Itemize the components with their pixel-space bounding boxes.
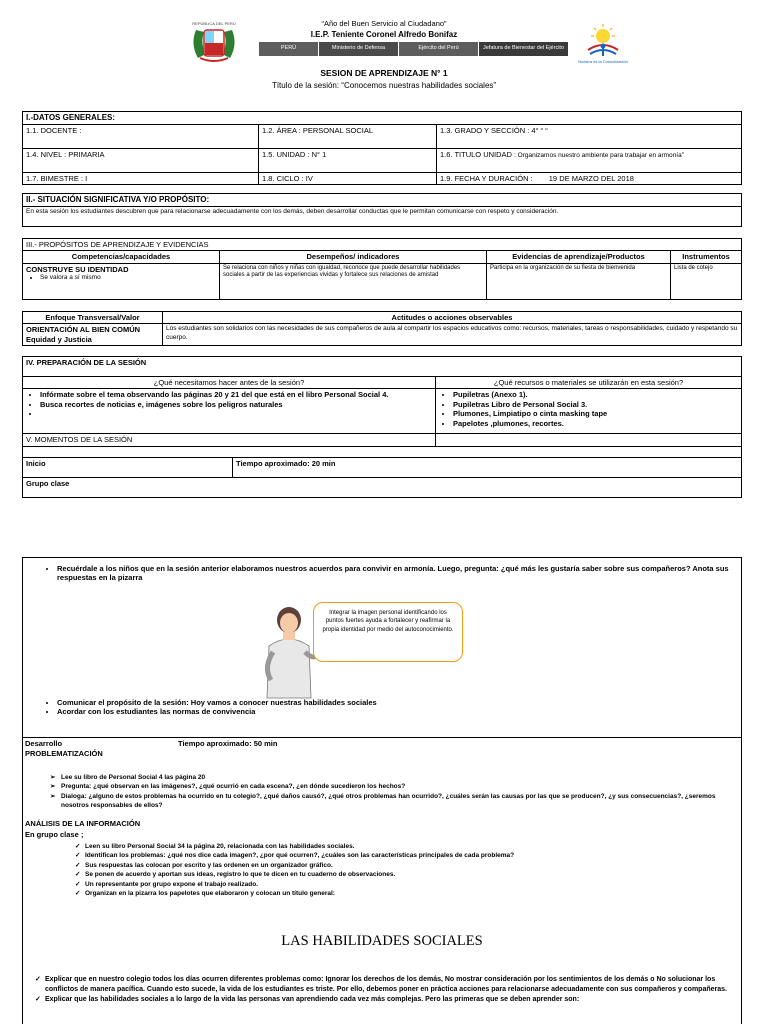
analysis-item: ✓ Un representante por grupo expone el trabajo realizado. — [85, 880, 514, 889]
ciclo-label: 1.8. CICLO : IV — [259, 173, 437, 185]
antes-item: • Busca recortes de noticias e, imágenes sobre los peligros naturales — [40, 400, 432, 409]
recurso-item: • Plumones, Limpiatipo o cinta masking tape — [453, 409, 738, 418]
enfoque-actitud: Los estudiantes son solidarios con las necesidades de sus compañeros de aula al compartir los espacios educativos como: recursos, materiales, tareas o responsabilidades, cuidado y respetando su cuerpo. — [163, 324, 742, 346]
session-body — [22, 557, 742, 1024]
speech-bubble-text: Integrar la imagen personal identificando los puntos fuertes ayuda a fortalecer y reafirmar la propia identidad por medio del autoconocimiento. — [322, 610, 454, 633]
inicio-time: Tiempo aproximado: 20 min — [233, 458, 742, 478]
school-name: I.E.P. Teniente Coronel Alfredo Bonifaz — [310, 30, 458, 39]
session-title: SESION DE APRENDIZAJE N° 1 — [320, 68, 448, 78]
ministry-defensa: Ministerio de Defensa — [319, 42, 399, 56]
propositos-section — [22, 238, 742, 300]
preparacion-heading: IV. PREPARACIÓN DE LA SESIÓN — [23, 357, 742, 377]
recurso-item: • Pupiletras (Anexo 1). — [453, 390, 738, 399]
general-heading: I.-DATOS GENERALES: — [23, 112, 742, 125]
col-instrumentos: Instrumentos — [671, 251, 742, 263]
momentos-heading: V. MOMENTOS DE LA SESIÓN — [23, 434, 742, 458]
speech-bubble — [313, 602, 463, 662]
desarrollo-time: Tiempo aproximado: 50 min — [178, 739, 278, 748]
inicio-intro: • Recuérdale a los niños que en la sesión anterior elaboramos nuestros acuerdos para convivir en armonía. Luego, pregunta: ¿qué más les gustaría saber sobre sus compañeros? Anota sus respuestas en la pizarra — [57, 564, 733, 582]
inicio-bullet: • Acordar con los estudiantes las normas de convivencia — [57, 707, 377, 716]
problem-item: ➢ Pregunta: ¿qué observan en las imágenes?, ¿qué ocurrió en cada escena?, ¿en dónde sucedieron los hechos? — [61, 782, 733, 791]
preparacion-q1: ¿Qué necesitamos hacer antes de la sesión? — [23, 377, 436, 389]
titulo-unidad-value: : Organizamos nuestro ambiente para trabajar en armonía” — [514, 152, 684, 159]
situacion-heading: II.- SITUACIÓN SIGNIFICATIVA Y/O PROPÓSITO: — [23, 194, 742, 207]
area-label: 1.2. ÁREA : PERSONAL SOCIAL — [259, 125, 437, 149]
col-actitudes: Actitudes o acciones observables — [163, 312, 742, 324]
situacion-text: En esta sesión los estudiantes descubren que para relacionarse adecuadamente con los demás, deben desarrollar conductas que le permitan comunicarse con respeto y consideración. — [23, 207, 742, 227]
inicio-bullet: • Comunicar el propósito de la sesión: Hoy vamos a conocer nuestras habilidades sociales — [57, 698, 377, 707]
col-evidencias: Evidencias de aprendizaje/Productos — [487, 251, 671, 263]
divider — [23, 737, 741, 738]
fecha-label: 1.9. FECHA Y DURACIÓN : — [440, 174, 533, 183]
session-subtitle: Título de la sesión: “Conocemos nuestras habilidades sociales” — [271, 81, 497, 90]
analysis-item: ✓ Sus respuestas las colocan por escrito y las ordenen en un organizador gráfico. — [85, 861, 514, 870]
instrumento-text: Lista de cotejo — [671, 263, 742, 299]
unidad-label: 1.5. UNIDAD : N° 1 — [259, 149, 437, 173]
problem-item: ➢ Lee su libro de Personal Social 4 las página 20 — [61, 773, 733, 782]
problematizacion-heading: PROBLEMATIZACIÓN — [25, 749, 103, 758]
ministry-jefatura: Jefatura de Bienestar del Ejército — [479, 42, 569, 56]
fecha-value: 19 DE MARZO DEL 2018 — [548, 174, 634, 183]
docente-label: 1.1. DOCENTE : — [23, 125, 259, 149]
situacion-section — [22, 193, 742, 227]
ministry-ejercito: Ejército del Perú — [399, 42, 479, 56]
final-item: ✓ Explicar que las habilidades sociales a lo largo de la vida las personas van aprendiendo cada vez más complejas. Pero las primeras que se deben aprender son: — [45, 995, 733, 1005]
analysis-item: ✓ Leen su libro Personal Social 34 la página 20, relacionada con las habilidades sociales. — [85, 842, 514, 851]
grado-label: 1.3. GRADO Y SECCIÓN : 4° “ “ — [437, 125, 742, 149]
col-enfoque: Enfoque Transversal/Valor — [23, 312, 163, 324]
enfoque-section — [22, 311, 742, 346]
preparacion-q2: ¿Qué recursos o materiales se utilizarán en esta sesión? — [436, 377, 742, 389]
antes-item: • Infórmate sobre el tema observando las páginas 20 y 21 del que está en el libro Personal Social 4. — [40, 390, 432, 399]
evidencia-text: Participa en la organización de su fiesta de bienvenida — [487, 263, 671, 299]
general-data-section — [22, 111, 742, 185]
header-motto: “Año del Buen Servicio al Ciudadano” — [321, 19, 447, 28]
momentos-section — [22, 433, 742, 498]
analysis-item: ✓ Se ponen de acuerdo y aportan sus ideas, registro lo que te dicen en tu cuaderno de observaciones. — [85, 870, 514, 879]
capacidad-item: • Se valora a sí mismo — [40, 274, 216, 282]
en-grupo-label: En grupo clase ; — [25, 830, 84, 839]
antes-item — [40, 409, 432, 418]
enfoque-valor: ORIENTACIÓN AL BIEN COMÚN Equidad y Justicia — [23, 324, 163, 346]
propositos-heading: III.- PROPÓSITOS DE APRENDIZAJE Y EVIDENCIAS — [23, 239, 742, 251]
institution-logo-caption: Nuestra es la Consolidación — [578, 59, 628, 64]
titulo-unidad-label: 1.6. TITULO UNIDAD — [440, 150, 512, 159]
ministry-peru: PERÚ — [259, 42, 319, 56]
desempeno-text: Se relaciona con niños y niñas con igualdad, reconoce que puede desarrollar habilidades sociales a partir de las experiencias vividas y fortalece sus relaciones de amistad — [220, 263, 487, 299]
desarrollo-label: Desarrollo — [25, 739, 63, 748]
big-title: LAS HABILIDADES SOCIALES — [281, 933, 483, 949]
analysis-item: ✓ Organizan en la pizarra los papelotes que elaboraron y colocan un título general: — [85, 889, 514, 898]
analisis-heading: ANÁLISIS DE LA INFORMACIÓN — [25, 819, 141, 828]
competencia-name: CONSTRUYE SU IDENTIDAD — [26, 264, 129, 274]
institution-logo — [572, 22, 634, 68]
final-item: ✓ Explicar que en nuestro colegio todos los días ocurren diferentes problemas como: Ignorar los derechos de los demás, No mostrar consideración por los sentimientos de los demás o No solucionar los conflictos de manera pacífica. Cuando esto sucede, la vida de los estudiantes es triste. Por ello, debemos poner en práctica acciones para relacionarse adecuadamente con sus compañeros y compañeras. — [45, 975, 733, 995]
recurso-item: • Papelotes ,plumones, recortes. — [453, 419, 738, 428]
ministry-bar — [259, 42, 569, 56]
nivel-label: 1.4. NIVEL : PRIMARIA — [23, 149, 259, 173]
problem-item: ➢ Dialoga: ¿alguno de estos problemas ha ocurrido en tu colegio?, ¿qué daños causó?, ¿qué otros problemas han ocurrido?, ¿cuáles serán las causas por las que se producen?, ¿y sus consecuencias?, ¿seremos nosotros responsables de ellos? — [61, 792, 733, 811]
grupo-clase-label: Grupo clase — [23, 478, 742, 498]
recurso-item: • Pupiletras Libro de Personal Social 3. — [453, 400, 738, 409]
inicio-label: Inicio — [23, 458, 233, 478]
bimestre-label: 1.7. BIMESTRE : I — [23, 173, 259, 185]
svg-text:REPÚBLICA DEL PERÚ: REPÚBLICA DEL PERÚ — [192, 21, 236, 26]
col-desempenos: Desempeños/ indicadores — [220, 251, 487, 263]
analysis-item: ✓ Identifican los problemas: ¿qué nos dice cada imagen?, ¿por qué ocurren?, ¿cuáles son las características principales de cada problema? — [85, 851, 514, 860]
col-competencias: Competencias/capacidades — [23, 251, 220, 263]
